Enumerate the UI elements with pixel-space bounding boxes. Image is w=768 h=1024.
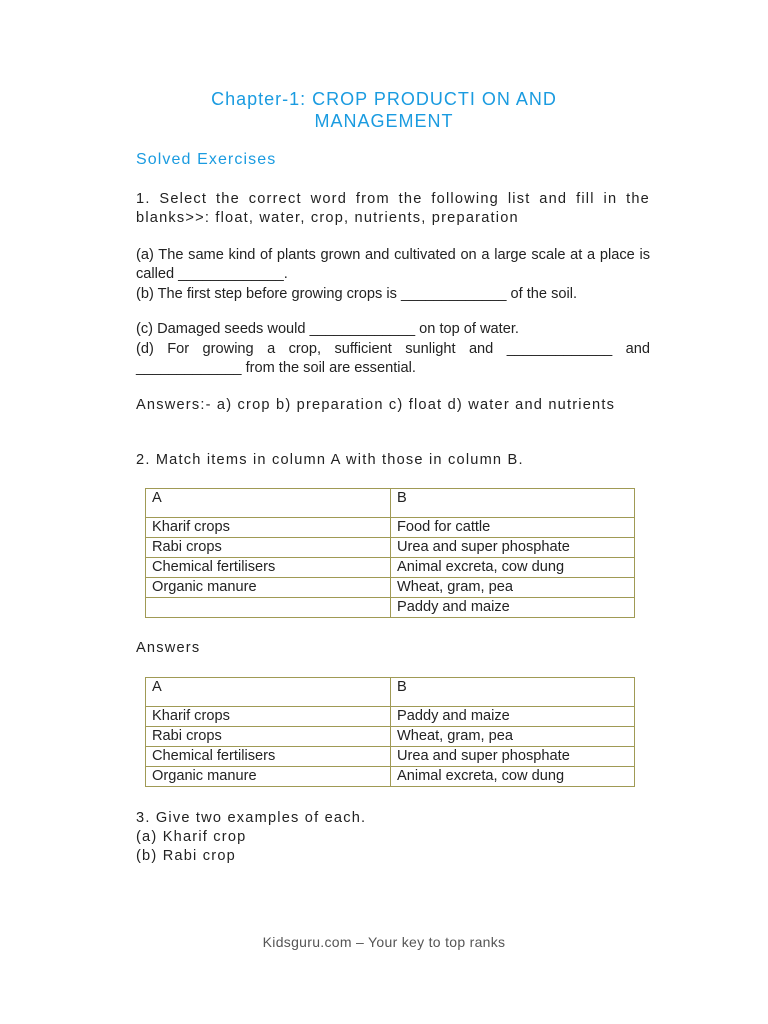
table-cell: Organic manure	[146, 578, 391, 598]
table-cell: Kharif crops	[146, 707, 391, 727]
table-cell: Urea and super phosphate	[391, 747, 635, 767]
table-header-cell: A	[146, 489, 391, 518]
table-cell: Food for cattle	[391, 518, 635, 538]
table-header-cell: A	[146, 678, 391, 707]
table-row	[146, 558, 635, 578]
page-footer: Kidsguru.com – Your key to top ranks	[262, 934, 506, 950]
table-cell: Animal excreta, cow dung	[391, 558, 635, 578]
question-2: 2. Match items in column A with those in column B.	[136, 452, 524, 468]
table-cell: Wheat, gram, pea	[391, 727, 635, 747]
answer-table	[145, 677, 635, 787]
question-3-part-a: (a) Kharif crop	[136, 829, 247, 845]
table-cell: Rabi crops	[146, 727, 391, 747]
title-line-1: Chapter-1: CROP PRODUCTI ON AND	[211, 89, 557, 109]
question-3-part-b: (b) Rabi crop	[136, 848, 236, 864]
question-1-answers: Answers:- a) crop b) preparation c) float d) water and nutrients	[136, 397, 616, 413]
match-table	[145, 488, 635, 618]
table-cell: Paddy and maize	[391, 707, 635, 727]
table-cell: Kharif crops	[146, 518, 391, 538]
table-cell: Chemical fertilisers	[146, 747, 391, 767]
question-1-part-c: (c) Damaged seeds would _____________ on top of water.	[136, 321, 519, 337]
table-header-row	[146, 678, 635, 707]
table-row	[146, 727, 635, 747]
table-row	[146, 598, 635, 618]
section-heading: Solved Exercises	[136, 151, 277, 168]
table-row	[146, 578, 635, 598]
table-row	[146, 767, 635, 787]
title-line-2: MANAGEMENT	[314, 111, 454, 131]
table-row	[146, 747, 635, 767]
question-1-part-b: (b) The first step before growing crops is _____________ of the soil.	[136, 286, 578, 302]
question-1: 1. Select the correct word from the following list and fill in the blanks>>: float, water, crop, nutrients, preparation	[136, 191, 650, 226]
question-1-part-a: (a) The same kind of plants grown and cultivated on a large scale at a place is called _____________.	[136, 247, 650, 282]
question-1-part-d: (d) For growing a crop, sufficient sunlight and _____________ and _____________ from the soil are essential.	[136, 341, 650, 376]
question-3: 3. Give two examples of each.	[136, 810, 367, 826]
table-cell: Rabi crops	[146, 538, 391, 558]
answers-heading: Answers	[136, 640, 201, 656]
table-row	[146, 518, 635, 538]
table-header-cell: B	[391, 678, 635, 707]
table-cell	[146, 598, 391, 618]
table-cell: Chemical fertilisers	[146, 558, 391, 578]
table-header-cell: B	[391, 489, 635, 518]
page-title	[0, 88, 768, 132]
table-row	[146, 707, 635, 727]
table-header-row	[146, 489, 635, 518]
table-cell: Animal excreta, cow dung	[391, 767, 635, 787]
table-cell: Paddy and maize	[391, 598, 635, 618]
table-row	[146, 538, 635, 558]
table-cell: Urea and super phosphate	[391, 538, 635, 558]
table-cell: Wheat, gram, pea	[391, 578, 635, 598]
table-cell: Organic manure	[146, 767, 391, 787]
